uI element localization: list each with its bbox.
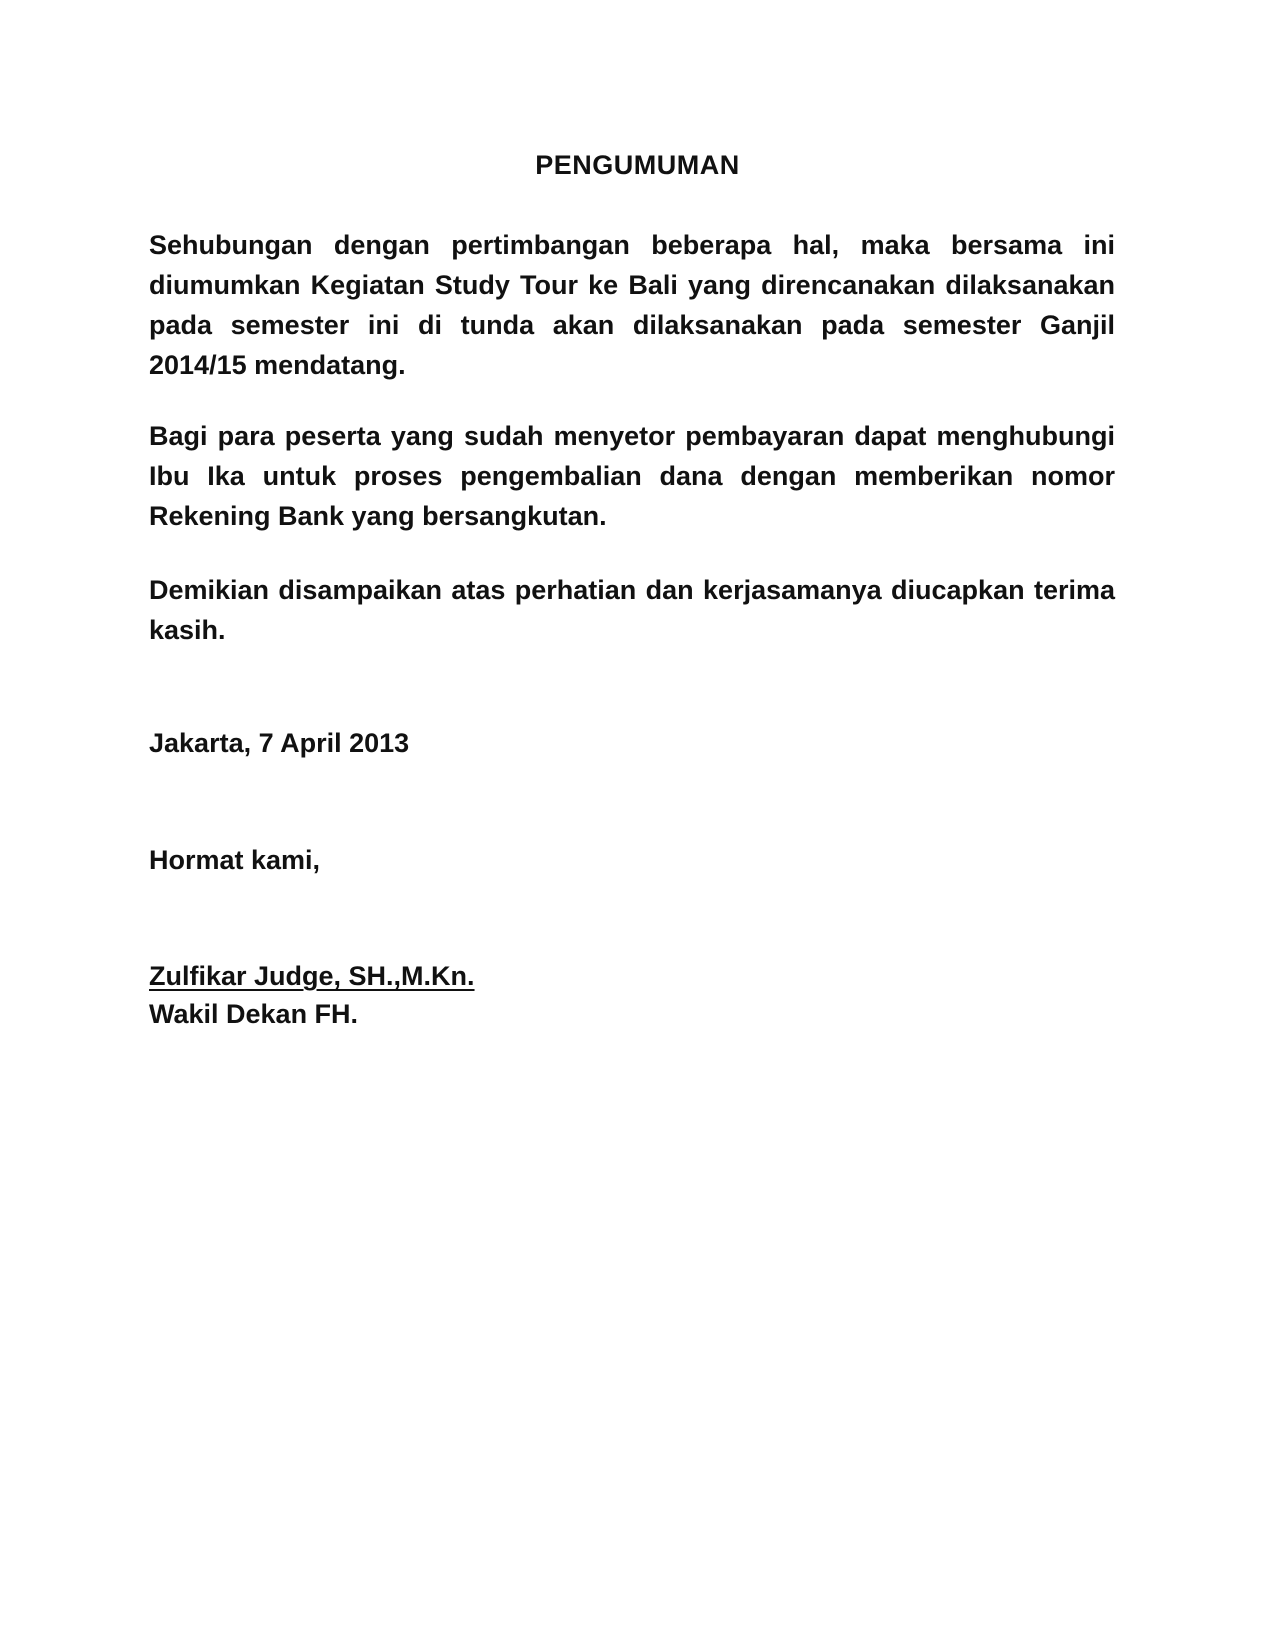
paragraph-refund: Bagi para peserta yang sudah menyetor pembayaran dapat menghubungi Ibu Ika untuk proses pengembalian dana dengan memberikan nomor Rekening Bank yang bersangkutan. <box>149 421 1115 531</box>
paragraph-closing-thanks: Demikian disampaikan atas perhatian dan kerjasamanya diucapkan terima kasih. <box>149 575 1115 645</box>
signatory-title: Wakil Dekan FH. <box>149 999 359 1029</box>
signatory-name: Zulfikar Judge, SH.,M.Kn. <box>149 961 475 991</box>
place-date: Jakarta, 7 April 2013 <box>149 728 410 758</box>
closing-salutation: Hormat kami, <box>149 845 321 875</box>
announcement-title: PENGUMUMAN <box>535 150 740 180</box>
paragraph-postponement: Sehubungan dengan pertimbangan beberapa hal, maka bersama ini diumumkan Kegiatan Study Tour ke Bali yang direncanakan dilaksanakan pada semester ini di tunda akan dilaksanakan pada semester Ganjil 2014/15 mendatang. <box>149 230 1115 380</box>
